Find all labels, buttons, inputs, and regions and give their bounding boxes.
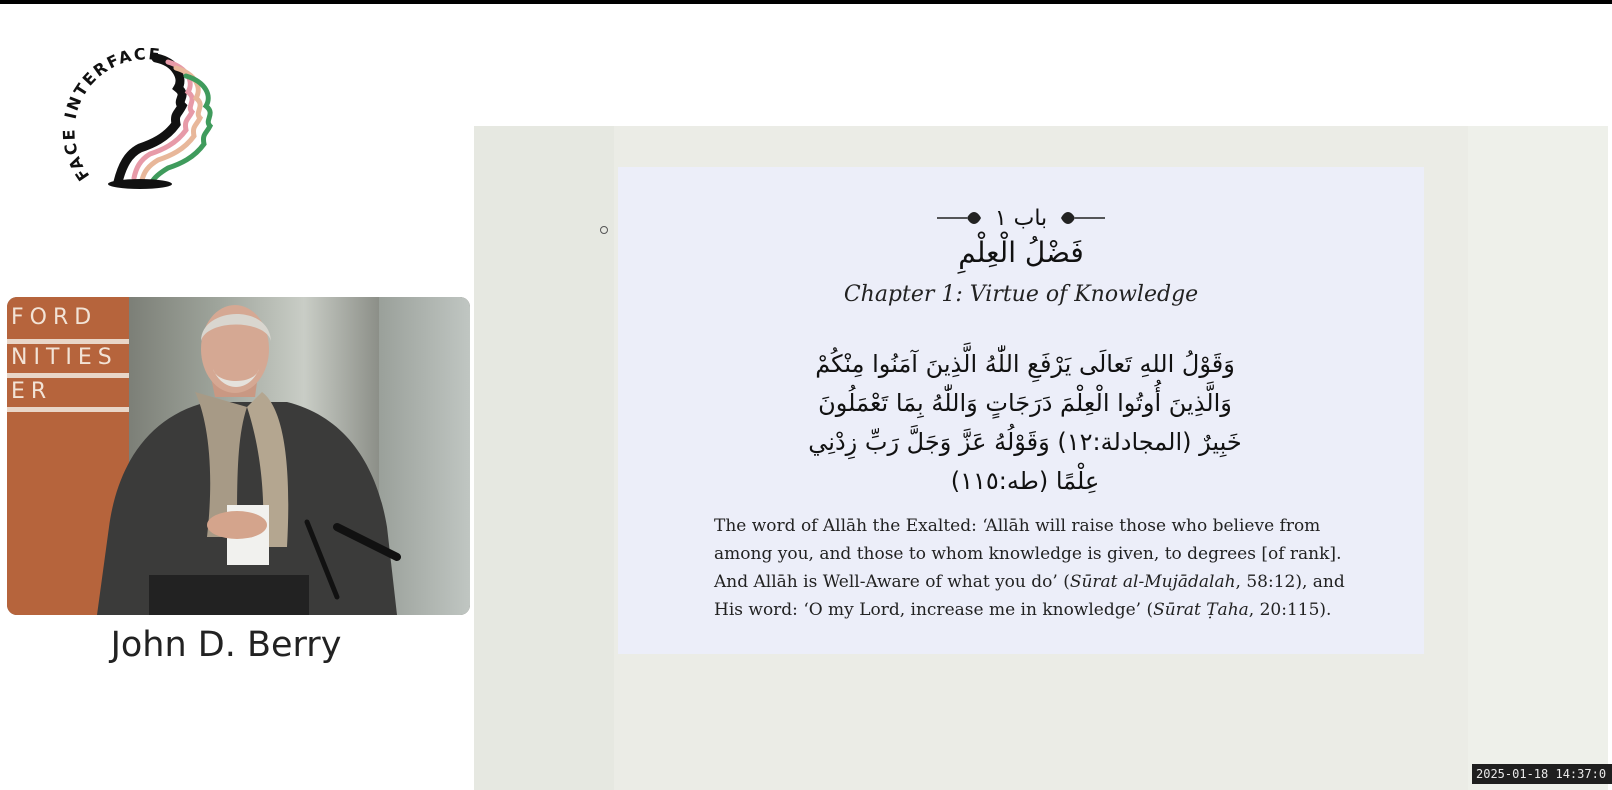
verse-english — [714, 512, 1348, 624]
verse-arabic-line: وَقَوْلُ اللهِ تَعالَى يَرْفَعِ اللّٰهُ الَّذِينَ آمَنُوا مِنْكُمْ — [815, 350, 1235, 378]
face-interface-logo — [48, 48, 228, 193]
wall-sign-line: FORD — [11, 305, 98, 330]
svg-text:FACE INTERFACE — [59, 48, 162, 185]
verse-english-text: , 58:12), and His word: ‘O my Lord, increase me in knowledge’ ( — [714, 572, 1345, 620]
wall-sign-line: ER — [11, 379, 53, 404]
verse-reference: Sūrat Ṭaha — [1153, 600, 1249, 620]
chapter-title-english: Chapter 1: Virtue of Knowledge — [843, 282, 1199, 307]
ornament-left-icon — [937, 208, 985, 228]
verse-english-text: , 20:115). — [1248, 600, 1332, 620]
timestamp-overlay: 2025-01-18 14:37:0 — [1472, 764, 1612, 784]
chapter-title-arabic: فَضْلُ الْعِلْمِ — [958, 236, 1084, 269]
speaker-name: John D. Berry — [110, 625, 342, 665]
verse-arabic-line: وَالَّذِينَ أُوتُوا الْعِلْمَ دَرَجَاتٍ وَاللّٰهُ بِمَا تَعْمَلُونَ — [818, 389, 1232, 417]
top-border — [0, 0, 1612, 4]
slide-margin-right — [1468, 126, 1608, 790]
speaker-figure — [87, 297, 427, 615]
face-profiles-logo-icon — [48, 48, 228, 193]
cursor-icon — [599, 225, 609, 235]
verse-english-text: The word of Allāh the Exalted: ‘Allāh will raise those who believe from among you, and those to whom knowledge is given, to degrees [of rank]. And Allāh is Well-Aware of what you do’ ( — [714, 516, 1342, 592]
ornament-right-icon — [1057, 208, 1105, 228]
chapter-number-arabic: باب ١ — [994, 205, 1048, 231]
chapter-heading — [618, 198, 1424, 238]
verse-arabic — [780, 345, 1270, 501]
logo-text: FACE INTERFACE — [59, 48, 163, 185]
wall-sign-line: NITIES — [11, 345, 118, 370]
verse-arabic-line: خَبِيرٌ (المجادلة:١٢) وَقَوْلُهُ عَزَّ وَجَلَّ رَبِّ زِدْنِي — [808, 428, 1242, 456]
verse-reference: Sūrat al-Mujādalah — [1069, 572, 1236, 592]
verse-arabic-line: عِلْمًا (طه:١١٥) — [950, 467, 1100, 495]
speaker-video[interactable] — [7, 297, 470, 615]
slide-margin-left — [474, 126, 614, 790]
